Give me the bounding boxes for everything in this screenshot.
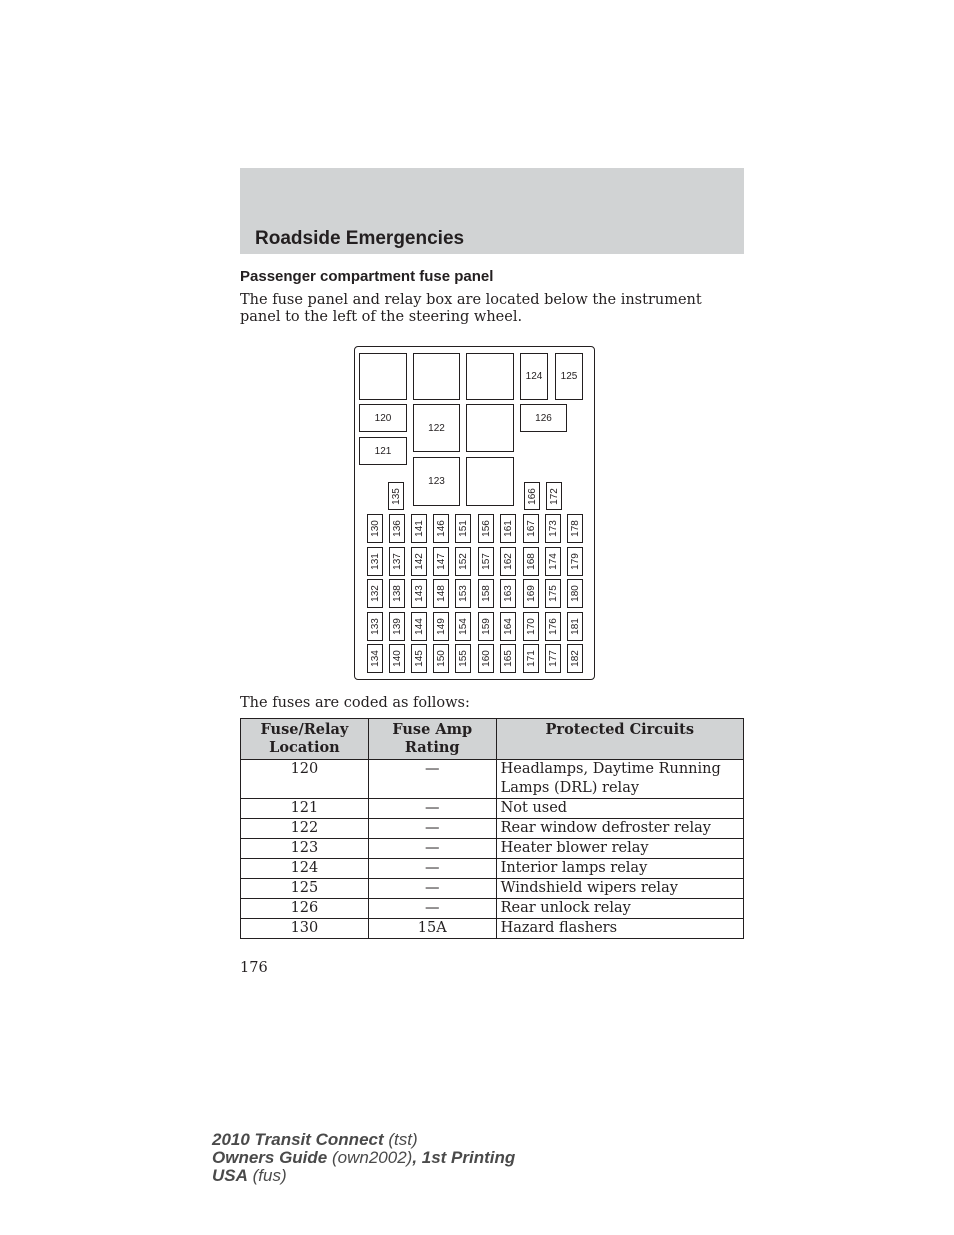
- header-rating: Fuse Amp Rating: [368, 719, 496, 760]
- fuse-slot-label: 175: [547, 585, 559, 602]
- relay-slot: [520, 404, 567, 432]
- table-row: [241, 899, 744, 919]
- fuse-slot: [523, 612, 539, 641]
- fuse-slot: [567, 579, 583, 608]
- fuse-slot-label: 176: [547, 617, 559, 635]
- fuse-slot-label: 180: [569, 585, 581, 602]
- fuse-slot: [367, 579, 383, 608]
- cell-rating: —: [368, 760, 496, 799]
- page-number: 176: [240, 960, 268, 976]
- fuse-slot: [411, 644, 427, 673]
- fuse-slot-label: 153: [457, 585, 469, 602]
- fuse-slot-label: 146: [435, 520, 447, 537]
- relay-slot: [466, 457, 514, 506]
- fuse-slot: [545, 547, 561, 576]
- fuse-slot-label: 155: [457, 650, 469, 667]
- fuse-slot-label: 141: [413, 520, 425, 537]
- fuse-slot-label: 171: [525, 650, 537, 667]
- relay-slot-label: 121: [374, 445, 392, 457]
- relay-slot: [413, 404, 460, 452]
- fuse-slot-label: 144: [413, 617, 425, 635]
- fuse-slot-label: 170: [525, 617, 537, 635]
- fuse-slot-label: 138: [391, 585, 403, 602]
- footer-line-1: 2010 Transit Connect (tst): [212, 1130, 418, 1149]
- fuse-slot: [433, 579, 449, 608]
- cell-circuits: Interior lamps relay: [496, 859, 743, 879]
- table-row: [241, 879, 744, 899]
- fuse-slot: [523, 514, 539, 543]
- fuse-slot: [388, 482, 404, 510]
- relay-slot: [413, 353, 460, 400]
- cell-circuits: Hazard flashers: [496, 919, 743, 939]
- table-header-row: [241, 719, 744, 760]
- fuse-slot-label: 133: [369, 617, 381, 635]
- cell-location: 123: [241, 839, 369, 859]
- fuse-slot: [455, 579, 471, 608]
- fuse-slot: [389, 612, 405, 641]
- relay-slot-label: 123: [428, 476, 445, 487]
- fuse-slot: [411, 579, 427, 608]
- fuse-slot: [411, 514, 427, 543]
- fuse-slot: [478, 547, 494, 576]
- table-row: [241, 919, 744, 939]
- cell-circuits: Headlamps, Daytime Running Lamps (DRL) relay: [496, 760, 743, 799]
- fuse-slot-label: 160: [480, 650, 492, 667]
- cell-location: 121: [241, 799, 369, 819]
- fuse-slot-label: 161: [502, 520, 514, 537]
- fuse-slot-label: 157: [480, 552, 492, 570]
- fuse-slot-label: 140: [391, 650, 403, 667]
- relay-slot: [359, 353, 407, 400]
- fuse-slot: [523, 579, 539, 608]
- fuse-slot: [545, 514, 561, 543]
- fuse-slot: [545, 612, 561, 641]
- fuse-slot-label: 178: [569, 520, 581, 537]
- relay-slot-label: 122: [428, 422, 445, 434]
- cell-rating: —: [368, 819, 496, 839]
- fuse-slot-label: 150: [435, 650, 447, 667]
- cell-rating: —: [368, 799, 496, 819]
- fuse-slot: [478, 514, 494, 543]
- fuse-slot-label: 151: [457, 520, 469, 537]
- table-row: [241, 760, 744, 799]
- table-row: [241, 859, 744, 879]
- cell-location: 125: [241, 879, 369, 899]
- cell-rating: —: [368, 859, 496, 879]
- fuse-slot-label: 167: [525, 520, 537, 537]
- fuse-slot: [433, 612, 449, 641]
- fuse-slot: [500, 579, 516, 608]
- fuse-slot-label: 156: [480, 520, 492, 537]
- fuse-slot-label: 182: [569, 650, 581, 667]
- fuse-slot-label: 162: [502, 552, 514, 570]
- fuse-slot-label: 136: [391, 520, 403, 537]
- cell-location: 126: [241, 899, 369, 919]
- cell-location: 124: [241, 859, 369, 879]
- fuse-slot-label: 159: [480, 617, 492, 635]
- subsection-heading: Passenger compartment fuse panel: [240, 268, 494, 285]
- cell-location: 122: [241, 819, 369, 839]
- fuse-slot: [389, 579, 405, 608]
- fuse-slot-label: 177: [547, 650, 559, 667]
- fuse-slot: [524, 482, 540, 510]
- header-location: Fuse/Relay Location: [241, 719, 369, 760]
- fuse-slot-label: 174: [547, 552, 559, 570]
- fuse-slot: [500, 547, 516, 576]
- fuse-slot-label: 145: [413, 650, 425, 667]
- fuse-slot: [523, 547, 539, 576]
- table-row: [241, 799, 744, 819]
- fuse-slot: [567, 612, 583, 641]
- fuse-slot-label: 169: [525, 585, 537, 602]
- fuse-slot-label: 142: [413, 552, 425, 570]
- fuse-slot: [545, 579, 561, 608]
- fuse-slot: [367, 612, 383, 641]
- relay-slot: [466, 404, 514, 452]
- fuse-slot: [367, 514, 383, 543]
- fuse-slot: [433, 644, 449, 673]
- fuse-slot-label: 163: [502, 585, 514, 602]
- header-circuits: Protected Circuits: [496, 719, 743, 760]
- section-title: Roadside Emergencies: [255, 228, 465, 249]
- fuse-slot: [455, 547, 471, 576]
- cell-rating: —: [368, 839, 496, 859]
- fuse-table: [240, 718, 744, 939]
- relay-slot: [359, 404, 407, 432]
- relay-slot: [555, 353, 583, 400]
- coded-text: The fuses are coded as follows:: [240, 695, 470, 711]
- fuse-slot-label: 181: [569, 617, 581, 635]
- fuse-slot-label: 166: [526, 487, 538, 505]
- fuse-slot: [567, 547, 583, 576]
- fuse-slot: [411, 547, 427, 576]
- fuse-slot-label: 130: [369, 520, 381, 537]
- fuse-slot: [478, 644, 494, 673]
- fuse-slot: [367, 644, 383, 673]
- fuse-slot-label: 164: [502, 617, 514, 635]
- footer-line-2: Owners Guide (own2002), 1st Printing: [212, 1148, 516, 1167]
- fuse-slot: [455, 514, 471, 543]
- fuse-slot-label: 143: [413, 585, 425, 602]
- cell-circuits: Not used: [496, 799, 743, 819]
- relay-slot: [466, 353, 514, 400]
- fuse-slot-label: 139: [391, 617, 403, 635]
- fuse-slot: [567, 514, 583, 543]
- fuse-slot-label: 134: [369, 650, 381, 667]
- cell-rating: —: [368, 879, 496, 899]
- fuse-slot: [389, 514, 405, 543]
- fuse-slot: [455, 612, 471, 641]
- fuse-slot: [389, 644, 405, 673]
- fuse-slot: [545, 644, 561, 673]
- fuse-slot-label: 158: [480, 585, 492, 602]
- footer-line-3: USA (fus): [212, 1166, 287, 1185]
- relay-slot-label: 120: [374, 412, 392, 424]
- fuse-slot-label: 152: [457, 552, 469, 570]
- fuse-slot: [478, 612, 494, 641]
- cell-location: 130: [241, 919, 369, 939]
- cell-circuits: Rear window defroster relay: [496, 819, 743, 839]
- fuse-slot: [455, 644, 471, 673]
- fuse-slot: [523, 644, 539, 673]
- relay-slot: [413, 457, 460, 506]
- relay-slot-label: 125: [560, 371, 578, 382]
- cell-circuits: Heater blower relay: [496, 839, 743, 859]
- relay-slot: [520, 353, 548, 400]
- table-row: [241, 839, 744, 859]
- fuse-slot: [433, 514, 449, 543]
- table-row: [241, 819, 744, 839]
- intro-paragraph: The fuse panel and relay box are located below the instrument panel to the left of the steering wheel.: [240, 292, 702, 325]
- relay-slot-label: 124: [525, 371, 543, 382]
- fuse-slot-label: 137: [391, 552, 403, 570]
- fuse-slot: [500, 514, 516, 543]
- cell-rating: —: [368, 899, 496, 919]
- fuse-slot: [500, 612, 516, 641]
- cell-rating: 15A: [368, 919, 496, 939]
- fuse-slot: [367, 547, 383, 576]
- fuse-slot-label: 149: [435, 617, 447, 635]
- fuse-slot-label: 165: [502, 650, 514, 667]
- fuse-slot-label: 168: [525, 552, 537, 570]
- fuse-slot: [389, 547, 405, 576]
- cell-location: 120: [241, 760, 369, 799]
- fuse-slot-label: 132: [369, 585, 381, 602]
- fuse-slot-label: 173: [547, 520, 559, 537]
- fuse-slot: [411, 612, 427, 641]
- fuse-slot-label: 172: [548, 487, 560, 505]
- fuse-slot-label: 147: [435, 552, 447, 570]
- cell-circuits: Windshield wipers relay: [496, 879, 743, 899]
- fuse-slot: [433, 547, 449, 576]
- fuse-slot-label: 148: [435, 585, 447, 602]
- cell-circuits: Rear unlock relay: [496, 899, 743, 919]
- fuse-slot: [500, 644, 516, 673]
- fuse-slot: [478, 579, 494, 608]
- fuse-panel-diagram: [354, 346, 595, 680]
- fuse-slot-label: 179: [569, 552, 581, 570]
- fuse-slot: [546, 482, 562, 510]
- relay-slot: [359, 437, 407, 465]
- fuse-slot-label: 131: [369, 552, 381, 570]
- footer: [212, 1131, 515, 1185]
- fuse-slot: [567, 644, 583, 673]
- fuse-slot-label: 135: [390, 487, 402, 505]
- fuse-slot-label: 154: [457, 617, 469, 635]
- relay-slot-label: 126: [535, 412, 552, 424]
